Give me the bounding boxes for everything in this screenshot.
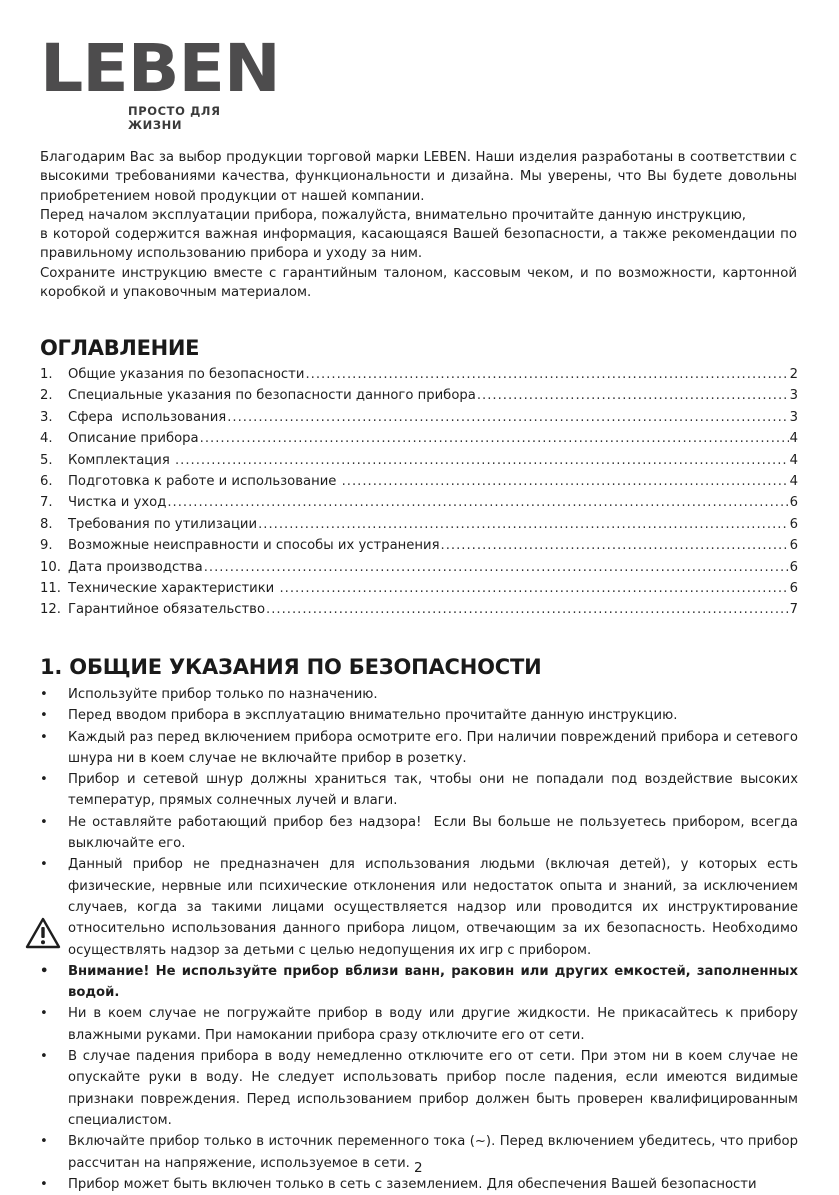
toc-item-12[interactable]	[40, 599, 798, 620]
bullet-icon: •	[40, 814, 48, 830]
toc-item-label: Описание прибора	[68, 431, 199, 447]
section-1-title: 1. ОБЩИЕ УКАЗАНИЯ ПО БЕЗОПАСНОСТИ	[40, 655, 542, 679]
list-item	[40, 705, 798, 726]
toc-item-label: Чистка и уход	[68, 495, 167, 511]
toc-item-page: 2	[789, 367, 798, 382]
bullet-text: Ни в коем случае не погружайте прибор в воду или другие жидкости. Не прикасайтесь к прибору влажными руками. При намокании прибора сразу отключите его от сети.	[68, 1006, 798, 1043]
bullet-text: Используйте прибор только по назначению.	[68, 687, 378, 702]
intro-paragraph: Перед началом эксплуатации прибора, пожалуйста, внимательно прочитайте данную инструкцию,	[40, 207, 747, 223]
logo-tagline: ПРОСТО ДЛЯ ЖИЗНИ	[128, 104, 221, 132]
toc-item-number: 5.	[40, 452, 53, 468]
toc-leader-dots	[441, 535, 789, 556]
bullet-text: Не оставляйте работающий прибор без надзора! Если Вы больше не пользуетесь прибором, всегда выключайте его.	[68, 814, 803, 852]
toc-item-7[interactable]	[40, 492, 798, 513]
logo-wordmark: LEBEN	[40, 30, 280, 107]
bullet-text: Прибор может быть включен только в сеть с заземлением. Для обеспечения Вашей безопасности	[68, 1176, 757, 1192]
toc-item-label: Специальные указания по безопасности данного прибора	[68, 388, 476, 404]
toc-item-4[interactable]	[40, 428, 798, 449]
bullet-text: Данный прибор не предназначен для использования людьми (включая детей), у которых есть физические, нервные или психические отклонения или недостаток опыта и знаний, за исключением случаев, когда за такими лицами осуществляется надзор или проводится их инструктирование относительно использования данного прибора лицом, отвечающим за их безопасность. Необходимо осуществлять надзор за детьми с целью недопущения их игр с прибором.	[68, 857, 798, 958]
toc-item-number: 12.	[40, 602, 61, 618]
list-item	[40, 684, 798, 705]
toc-item-number: 7.	[40, 495, 53, 511]
toc-item-label: Комплектация	[68, 452, 174, 468]
toc-item-10[interactable]	[40, 557, 798, 578]
intro-text	[40, 148, 797, 302]
toc-item-number: 1.	[40, 367, 53, 382]
bullet-icon: •	[40, 1049, 48, 1065]
bullet-icon: •	[40, 772, 48, 788]
toc-leader-dots	[258, 514, 789, 535]
toc-item-page: 6	[789, 495, 798, 511]
toc-item-number: 8.	[40, 516, 53, 532]
toc-title: ОГЛАВЛЕНИЕ	[40, 336, 200, 360]
toc-item-6[interactable]	[40, 471, 798, 492]
toc-item-page: 6	[789, 580, 798, 596]
toc-item-label: Возможные неисправности и способы их устранения	[68, 538, 440, 554]
list-item	[40, 854, 798, 960]
bullet-icon: •	[40, 1006, 48, 1022]
toc-item-label: Требования по утилизации	[68, 516, 258, 532]
toc-item-page: 3	[789, 409, 798, 425]
list-item	[40, 769, 798, 812]
list-item-warning	[40, 961, 798, 1004]
toc-leader-dots	[266, 599, 789, 620]
warning-triangle-icon	[25, 917, 61, 949]
toc-leader-dots	[227, 407, 788, 428]
toc-item-number: 6.	[40, 473, 53, 489]
toc-item-label: Общие указания по безопасности	[68, 367, 305, 382]
bullet-icon: •	[40, 1134, 48, 1150]
toc-item-2[interactable]	[40, 385, 798, 406]
bullet-icon: •	[40, 1176, 48, 1192]
toc-item-number: 4.	[40, 431, 53, 447]
toc-item-number: 11.	[40, 580, 61, 596]
toc-item-page: 6	[789, 559, 798, 575]
bullet-text: Каждый раз перед включением прибора осмотрите его. При наличии повреждений прибора и сетевого шнура ни в коем случае не включайте прибор в розетку.	[68, 729, 798, 766]
bullet-text: Перед вводом прибора в эксплуатацию внимательно прочитайте данную инструкцию.	[68, 708, 678, 724]
toc-item-11[interactable]	[40, 578, 798, 599]
bullet-text: Включайте прибор только в источник переменного тока (~). Перед включением убедитесь, что прибор рассчитан на напряжение, используемое в сети.	[68, 1134, 798, 1171]
list-item	[40, 1046, 798, 1131]
toc-item-page: 6	[789, 516, 798, 532]
bullet-icon: •	[40, 729, 48, 745]
bullet-text: Внимание! Не используйте прибор вблизи ванн, раковин или других емкостей, заполненных водой.	[68, 963, 798, 1001]
page-number: 2	[414, 1160, 423, 1176]
toc-item-number: 9.	[40, 538, 53, 554]
intro-paragraph: в которой содержится важная информация, касающаяся Вашей безопасности, а также рекомендации по правильному использованию прибора и уходу за ним.	[40, 227, 797, 262]
table-of-contents	[40, 364, 798, 621]
toc-item-label: Дата производства	[68, 559, 203, 575]
toc-item-5[interactable]	[40, 450, 798, 471]
safety-bullet-list	[40, 684, 803, 1195]
toc-item-label: Технические характеристики	[68, 580, 279, 596]
toc-leader-dots	[175, 450, 789, 471]
toc-item-8[interactable]	[40, 514, 798, 535]
toc-item-page: 4	[789, 431, 798, 447]
toc-item-label: Подготовка к работе и использование	[68, 473, 341, 489]
toc-leader-dots	[305, 364, 788, 385]
toc-item-label: Сфера использования	[68, 409, 227, 425]
toc-item-number: 3.	[40, 409, 53, 425]
leben-logo	[40, 30, 280, 132]
toc-item-page: 4	[789, 473, 798, 489]
list-item	[40, 1003, 798, 1046]
toc-leader-dots	[342, 471, 789, 492]
list-item	[40, 812, 803, 855]
bullet-text: В случае падения прибора в воду немедленно отключите его от сети. При этом ни в коем случае не опускайте руки в воду. Не следует использовать прибор после падения, если имеются видимые признаки повреждения. Перед использованием прибор должен быть проверен квалифицированным специалистом.	[68, 1049, 798, 1128]
toc-item-page: 3	[789, 388, 798, 404]
toc-item-number: 2.	[40, 388, 53, 404]
intro-paragraph: Благодарим Вас за выбор продукции торговой марки LEBEN. Наши изделия разработаны в соответствии с высокими требованиями качества, функциональности и дизайна. Мы уверены, что Вы будете довольны приобретением новой продукции от нашей компании.	[40, 150, 797, 204]
toc-leader-dots	[477, 385, 789, 406]
toc-item-number: 10.	[40, 559, 61, 575]
toc-item-page: 6	[789, 538, 798, 554]
list-item	[40, 1174, 798, 1195]
bullet-text: Прибор и сетевой шнур должны храниться так, чтобы они не попадали под воздействие высоких температур, прямых солнечных лучей и влаги.	[68, 772, 798, 809]
toc-leader-dots	[204, 557, 789, 578]
toc-item-1[interactable]	[40, 364, 798, 385]
toc-leader-dots	[200, 428, 789, 449]
bullet-icon: •	[40, 963, 49, 979]
toc-item-9[interactable]	[40, 535, 798, 556]
toc-leader-dots	[167, 492, 788, 513]
toc-item-page: 4	[789, 452, 798, 468]
bullet-icon: •	[40, 857, 48, 873]
list-item	[40, 727, 798, 770]
toc-item-3[interactable]	[40, 407, 798, 428]
toc-item-label: Гарантийное обязательство	[68, 602, 266, 618]
bullet-icon: •	[40, 708, 48, 724]
bullet-icon: •	[40, 687, 48, 702]
toc-item-page: 7	[789, 602, 798, 618]
intro-paragraph: Сохраните инструкцию вместе с гарантийным талоном, кассовым чеком, и по возможности, картонной коробкой и упаковочным материалом.	[40, 265, 797, 301]
toc-leader-dots	[279, 578, 788, 599]
